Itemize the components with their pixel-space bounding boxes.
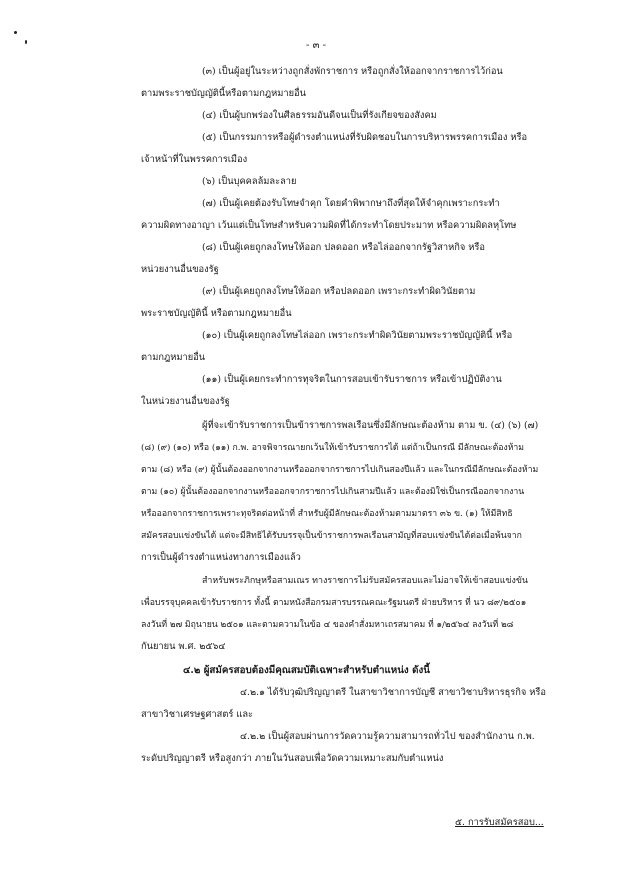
text-line: (๑๐) เป็นผู้เคยถูกลงโทษไล่ออก เพราะกระทำผิดวินัยตามพระราชบัญญัตินี้ หรือ [202, 330, 513, 341]
text-line: (๗) เป็นผู้เคยต้องรับโทษจำคุก โดยคำพิพากษาถึงที่สุดให้จำคุกเพราะกระทำ [202, 198, 500, 209]
text-line: ตามพระราชบัญญัตินี้หรือตามกฎหมายอื่น [141, 88, 306, 99]
text-line: ลงวันที่ ๒๗ มิถุนายน ๒๕๐๑ และตามความในข้อ ๔ ของคำสั่งมหาเถรสมาคม ที่ ๑/๒๕๖๔ ลงวันที่ ๒๘ [141, 620, 514, 630]
text-line: ผู้ที่จะเข้ารับราชการเป็นข้าราชการพลเรือนซึ่งมีลักษณะต้องห้าม ตาม ข. (๔) (๖) (๗) [202, 420, 539, 431]
text-line: ๔.๒.๒ เป็นผู้สอบผ่านการวัดความรู้ความสามารถทั่วไป ของสำนักงาน ก.พ. [240, 731, 535, 742]
text-line: (๘) เป็นผู้เคยถูกลงโทษให้ออก ปลดออก หรือไล่ออกจากรัฐวิสาหกิจ หรือ [202, 242, 485, 253]
text-line: (๙) เป็นผู้เคยถูกลงโทษให้ออก หรือปลดออก เพราะกระทำผิดวินัยตาม [202, 286, 476, 297]
scan-speck [14, 31, 17, 34]
text-line: (๘) (๙) (๑๐) หรือ (๑๑) ก.พ. อาจพิจารณายกเว้นให้เข้ารับราชการได้ แต่ถ้าเป็นกรณี มีลักษณะต้องห้าม [141, 443, 525, 453]
scan-speck [25, 40, 27, 44]
section-heading: ๔.๒ ผู้สมัครสอบต้องมีคุณสมบัติเฉพาะสำหรับตำแหน่ง ดังนี้ [183, 665, 430, 676]
text-line: ตาม (๑๐) ผู้นั้นต้องออกจากงานหรือออกจากราชการไปเกินสามปีแล้ว และต้องมิใช่เป็นกรณีออกจากงาน [141, 487, 525, 497]
text-line: สมัครสอบแข่งขันได้ แต่จะมีสิทธิได้รับบรรจุเป็นข้าราชการพลเรือนสามัญที่สอบแข่งขันได้ต่อเมื่อพ้นจาก [141, 531, 522, 541]
text-line: เจ้าหน้าที่ในพรรคการเมือง [141, 154, 248, 165]
text-line: หน่วยงานอื่นของรัฐ [141, 264, 219, 275]
text-line: ในหน่วยงานอื่นของรัฐ [141, 396, 230, 407]
text-line: เพื่อบรรจุบุคคลเข้ารับราชการ ทั้งนี้ ตามหนังสือกรมสารบรรณคณะรัฐมนตรี ฝ่ายบริหาร ที่ นว ๘๙/๒๕๐๑ [141, 598, 527, 608]
text-line: (๑๑) เป็นผู้เคยกระทำการทุจริตในการสอบเข้ารับราชการ หรือเข้าปฏิบัติงาน [202, 374, 502, 385]
text-line: พระราชบัญญัตินี้ หรือตามกฎหมายอื่น [141, 308, 292, 319]
text-line: ๔.๒.๑ ได้รับวุฒิปริญญาตรี ในสาขาวิชาการบัญชี สาขาวิชาบริหารธุรกิจ หรือ [240, 687, 547, 698]
text-line: สำหรับพระภิกษุหรือสามเณร ทางราชการไม่รับสมัครสอบและไม่อาจให้เข้าสอบแข่งขัน [202, 576, 528, 586]
text-line: (๖) เป็นบุคคลล้มละลาย [202, 176, 297, 187]
text-line: หรือออกจากราชการเพราะทุจริตต่อหน้าที่ สำหรับผู้มีลักษณะต้องห้ามตามมาตรา ๓๖ ข. (๑) ให้มีสิทธิ [141, 509, 513, 519]
text-line: ความผิดทางอาญา เว้นแต่เป็นโทษสำหรับความผิดที่ได้กระทำโดยประมาท หรือความผิดลหุโทษ [141, 220, 517, 231]
text-line: (๓) เป็นผู้อยู่ในระหว่างถูกสั่งพักราชการ หรือถูกสั่งให้ออกจากราชการไว้ก่อน [202, 66, 503, 77]
text-line: ตาม (๘) หรือ (๙) ผู้นั้นต้องออกจากงานหรือออกจากราชการไปเกินสองปีแล้ว และในกรณีมีลักษณะต้องห้าม [141, 465, 539, 475]
text-line: ระดับปริญญาตรี หรือสูงกว่า ภายในวันสอบเพื่อวัดความเหมาะสมกับตำแหน่ง [141, 753, 444, 764]
text-line: (๕) เป็นกรรมการหรือผู้ดำรงตำแหน่งที่รับผิดชอบในการบริหารพรรคการเมือง หรือ [202, 132, 528, 143]
text-line: การเป็นผู้ดำรงตำแหน่งทางการเมืองแล้ว [141, 552, 301, 563]
text-line: (๔) เป็นผู้บกพร่องในศีลธรรมอันดีจนเป็นที่รังเกียจของสังคม [202, 110, 437, 121]
next-page-reference: ๕. การรับสมัครสอบ... [455, 817, 544, 828]
text-line: ตามกฎหมายอื่น [141, 352, 206, 363]
text-line: สาขาวิชาเศรษฐศาสตร์ และ [141, 709, 254, 720]
page-number: - ๓ - [306, 40, 326, 51]
text-line: กันยายน พ.ศ. ๒๕๖๔ [141, 641, 226, 652]
